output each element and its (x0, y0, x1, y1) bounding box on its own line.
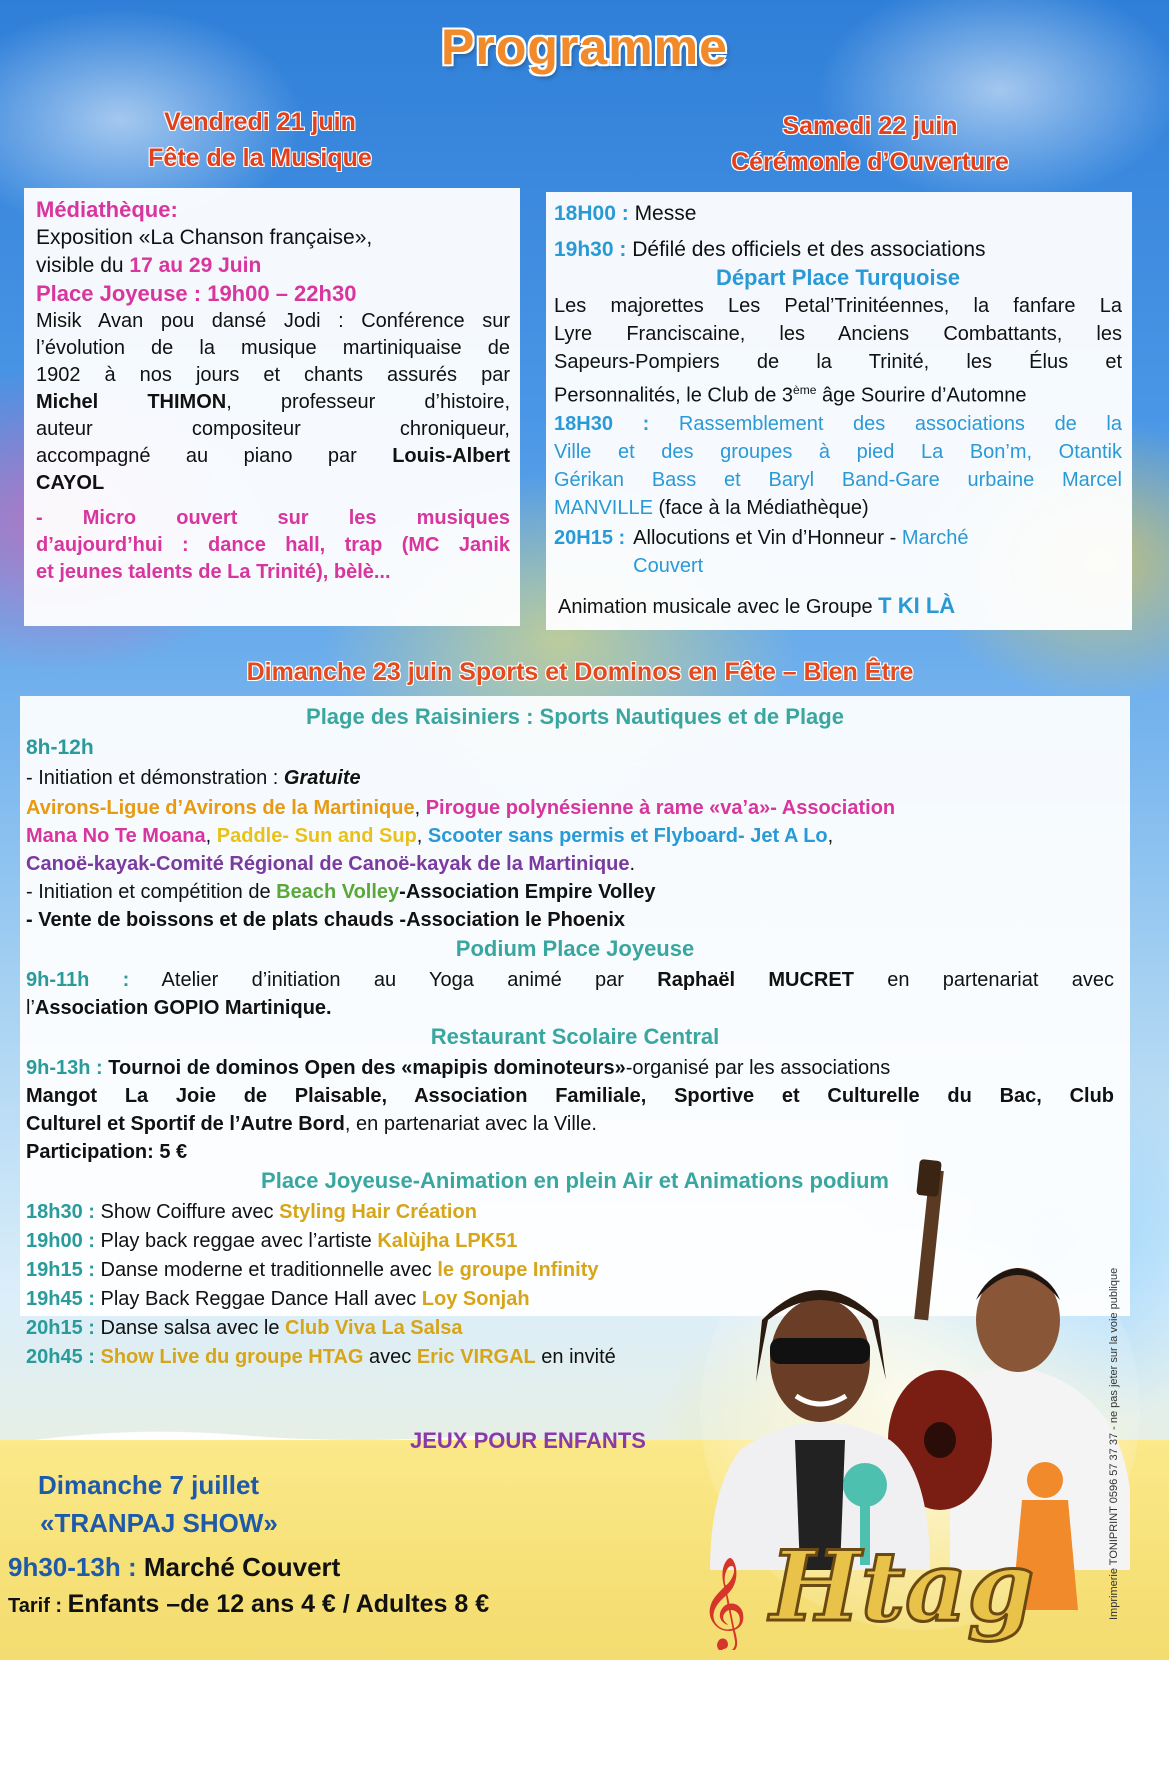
schedule-row (26, 1343, 806, 1372)
time-label: 19h30 : (554, 238, 627, 261)
sunday-tournament: Tournoi de dominos Open des «mapipis dominoteurs» (102, 1057, 626, 1079)
schedule-row (26, 1314, 806, 1343)
saturday-event: Cérémonie d’Ouverture (731, 148, 1009, 176)
sunday-association: -Association Empire Volley (399, 881, 656, 903)
time-label: 18H00 : (554, 202, 629, 225)
saturday-rass-line (554, 410, 1122, 438)
friday-conf-line (36, 443, 510, 470)
sunday-text: , (827, 825, 834, 847)
july-place: Marché Couvert (136, 1552, 341, 1582)
schedule-performer: le groupe Infinity (437, 1259, 599, 1281)
friday-box (24, 188, 520, 626)
saturday-allocutions (554, 524, 1122, 580)
friday-micro-line: d’aujourd’hui : dance hall, trap (MC Janik (36, 534, 510, 556)
sunday-association: Culturel et Sportif de l’Autre Bord (26, 1113, 345, 1135)
friday-conf-line (36, 389, 510, 416)
sunday-sport: Beach Volley (276, 881, 400, 903)
sunday-plage-line (26, 850, 1114, 878)
saturday-day: Samedi 22 juin (782, 112, 958, 140)
schedule-text: avec (363, 1346, 417, 1368)
sunday-text: , (416, 825, 428, 847)
htag-logo: Htag (770, 1530, 1035, 1643)
saturday-rassemblement (554, 410, 1122, 522)
schedule-row (26, 1198, 806, 1227)
friday-conf-line: 1902 à nos jours et chants assurés par (36, 364, 510, 386)
schedule-text: en invité (535, 1346, 616, 1368)
friday-expo-text: visible du (36, 254, 130, 277)
sunday-association: Pirogue polynésienne à rame «va’a»- Association (425, 797, 896, 819)
schedule-row (26, 1285, 806, 1314)
friday-day: Vendredi 21 juin (164, 108, 356, 136)
time-label: 20H15 : (554, 526, 626, 549)
saturday-para-line: Lyre Franciscaine, les Anciens Combattants, les (554, 323, 1122, 345)
sunday-section-place-joyeuse: Place Joyeuse-Animation en plein Air et Animations podium (261, 1168, 889, 1193)
friday-pianist-name: Louis-Albert (392, 445, 510, 467)
saturday-anim-text: Animation musicale avec le Groupe (558, 595, 879, 618)
sunday-text: , (414, 797, 426, 819)
friday-venue-place-joyeuse: Place Joyeuse : 19h00 – 22h30 (36, 281, 357, 306)
saturday-item-text: Défilé des officiels et des associations (632, 238, 986, 261)
sunday-text: . (629, 853, 636, 875)
artists-photo (700, 1150, 1140, 1650)
friday-conf-line: Misik Avan pou dansé Jodi : Conférence sur (36, 310, 510, 332)
friday-expo-line1: Exposition «La Chanson française», (36, 226, 373, 249)
saturday-para-line: Les majorettes Les Petal’Trinitéennes, la fanfare La (554, 295, 1122, 317)
schedule-performer: Loy Sonjah (421, 1288, 530, 1310)
july-time-place (8, 1552, 340, 1583)
schedule-performer: Club Viva La Salsa (285, 1317, 463, 1339)
sunday-plage-time (26, 734, 1114, 762)
sunday-association: Avirons-Ligue d’Avirons de la Martinique (26, 797, 415, 819)
saturday-alloc-label: Allocutions et Vin d’Honneur - (633, 526, 902, 549)
time-label: 19h45 : (26, 1288, 95, 1310)
sunday-text: -organisé par les associations (625, 1057, 891, 1079)
friday-micro (36, 505, 510, 586)
time-label: 9h-13h : (26, 1057, 103, 1079)
saturday-anim-group: T KI LÀ (878, 592, 956, 618)
sunday-restaurant-line (26, 1110, 1114, 1138)
sunday-podium-line (26, 966, 1114, 994)
time-label: 20h15 : (26, 1317, 95, 1339)
saturday-para-text: Personnalités, le Club de 3 (554, 384, 794, 407)
sunday-restaurant-line (26, 1054, 1114, 1082)
friday-piano-text: accompagné au piano par (36, 445, 393, 467)
saturday-rass-line (554, 494, 1122, 522)
time-label: 9h-11h : (26, 969, 130, 991)
sunday-association: Association GOPIO Martinique. (34, 997, 332, 1019)
printer-credit: Imprimerie TONIPRINT 0596 57 37 37 - ne pas jeter sur la voie publique (1108, 1267, 1120, 1620)
saturday-para-line (554, 376, 1122, 410)
saturday-para-line: Sapeurs-Pompiers de la Trinité, les Élus et (554, 351, 1122, 373)
saturday-alloc-place: Couvert (633, 554, 704, 577)
sunday-heading: Dimanche 23 juin Sports et Dominos en Fête – Bien Être (246, 658, 914, 686)
sunday-section-plage: Plage des Raisiniers : Sports Nautiques et de Plage (306, 704, 844, 729)
time-label: 19h15 : (26, 1259, 95, 1281)
time-label: 8h-12h (26, 736, 94, 759)
sunday-plage-line: - Vente de boissons et de plats chauds -Association le Phoenix (26, 909, 626, 931)
time-label: 18h30 : (26, 1201, 95, 1223)
time-label: 18H30 : (554, 412, 650, 435)
sunday-text: - Initiation et compétition de (26, 881, 277, 903)
sunday-text: , (205, 825, 217, 847)
friday-conference (36, 308, 510, 497)
saturday-alloc-text (633, 524, 968, 580)
sunday-schedule (26, 1198, 806, 1372)
sunday-plage-line (26, 878, 1114, 906)
sunday-plage-line (26, 794, 1114, 822)
july-day: Dimanche 7 juillet (38, 1470, 260, 1500)
schedule-performer: Show Live du groupe HTAG (100, 1346, 364, 1368)
sunday-text: , en partenariat avec la Ville. (344, 1113, 597, 1135)
svg-text:𝄞: 𝄞 (700, 1556, 748, 1649)
sunday-section-restaurant: Restaurant Scolaire Central (430, 1024, 720, 1049)
friday-conf-line: l’évolution de la musique martiniquaise de (36, 337, 510, 359)
sunday-association: Scooter sans permis et Flyboard- Jet A Lo (427, 825, 828, 847)
schedule-text: Danse salsa avec le (94, 1317, 286, 1339)
sunday-text: - Initiation et démonstration : (26, 767, 284, 789)
friday-speaker-name: Michel THIMON (36, 391, 227, 413)
schedule-text: Play back reggae avec l’artiste (94, 1230, 378, 1252)
sunday-section-podium: Podium Place Joyeuse (455, 936, 695, 961)
time-label: 20h45 : (26, 1346, 95, 1368)
schedule-performer: Styling Hair Création (279, 1201, 477, 1223)
saturday-rass-line: Ville et des groupes à pied La Bon’m, Otantik (554, 440, 1122, 463)
saturday-para-text: âge Sourire d’Automne (816, 384, 1027, 407)
tarif-label: Tarif : (8, 1595, 68, 1617)
friday-speaker-role: , professeur d’histoire, (226, 391, 511, 413)
superscript: ème (793, 383, 817, 397)
saturday-rass-line: Gérikan Bass et Baryl Band-Gare urbaine Marcel (554, 468, 1122, 491)
schedule-text: Play Back Reggae Dance Hall avec (94, 1288, 422, 1310)
sunday-text: l’ (26, 997, 35, 1019)
page-title: Programme (441, 19, 728, 75)
saturday-box (546, 192, 1132, 630)
sunday-association: Mana No Te Moana (26, 825, 206, 847)
time-label: 19h00 : (26, 1230, 95, 1252)
saturday-item-text: Messe (634, 202, 697, 225)
sunday-restaurant-line: Mangot La Joie de Plaisable, Association Familiale, Sportive et Culturelle du Bac, Club (26, 1085, 1114, 1107)
jeux-pour-enfants: JEUX POUR ENFANTS (410, 1428, 646, 1453)
sunday-instructor: Raphaël MUCRET (657, 969, 854, 991)
sunday-text: Atelier d’initiation au Yoga animé par (129, 969, 658, 991)
friday-expo-dates: 17 au 29 Juin (129, 254, 262, 277)
sunday-association: Canoë-kayak-Comité Régional de Canoë-kayak de la Martinique (26, 853, 630, 875)
friday-conf-line: auteur compositeur chroniqueur, (36, 418, 510, 440)
schedule-row (26, 1256, 806, 1285)
sunday-podium-line (26, 994, 1114, 1022)
sunday-plage-line (26, 764, 1114, 792)
saturday-alloc-place: Marché (901, 526, 969, 549)
july-tarif (8, 1590, 489, 1619)
saturday-animation (558, 592, 1122, 621)
schedule-text: Show Coiffure avec (94, 1201, 280, 1223)
saturday-rass-text: Rassemblement des associations de la (678, 412, 1123, 435)
friday-heading (60, 104, 460, 176)
friday-event: Fête de la Musique (148, 144, 372, 172)
friday-micro-line: et jeunes talents de La Trinité), bèlè... (36, 561, 391, 583)
sunday-free-label: Gratuite (283, 767, 361, 789)
sunday-plage-line (26, 822, 1114, 850)
schedule-performer: Kalùjha LPK51 (377, 1230, 518, 1252)
saturday-rass-location: (face à la Médiathèque) (652, 496, 869, 519)
saturday-rass-text: MANVILLE (554, 496, 653, 519)
tarif-value: Enfants –de 12 ans 4 € / Adultes 8 € (67, 1590, 490, 1618)
friday-micro-line: - Micro ouvert sur les musiques (36, 507, 510, 529)
saturday-heading (660, 108, 1080, 180)
friday-venue-mediatheque: Médiathèque: (36, 197, 178, 222)
july-show: «TRANPAJ SHOW» (40, 1508, 278, 1538)
saturday-depart: Départ Place Turquoise (715, 265, 961, 290)
schedule-guest: Eric VIRGAL (416, 1346, 536, 1368)
schedule-row (26, 1227, 806, 1256)
sunday-text: en partenariat avec (853, 969, 1114, 991)
sunday-association: Paddle- Sun and Sup (216, 825, 417, 847)
saturday-paragraph (554, 292, 1122, 410)
sunday-participation: Participation: 5 € (26, 1141, 188, 1163)
saturday-item-defile (554, 236, 1122, 264)
schedule-text: Danse moderne et traditionnelle avec (94, 1259, 438, 1281)
friday-expo-line2 (36, 252, 510, 280)
saturday-item-messe (554, 200, 1122, 228)
friday-pianist-surname: CAYOL (36, 472, 105, 494)
time-label: 9h30-13h : (8, 1552, 137, 1582)
